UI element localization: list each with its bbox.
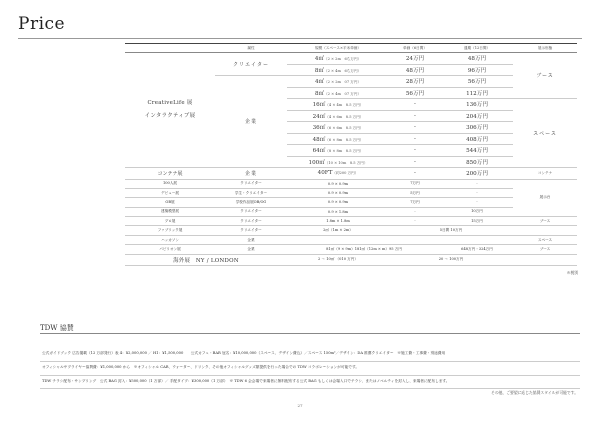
container-attr: 企業 bbox=[215, 168, 287, 180]
tax-note: ※税別 bbox=[566, 270, 578, 275]
full-price: 850万円 bbox=[441, 156, 513, 168]
unit-price: - bbox=[389, 207, 441, 216]
full-price: 10万円 bbox=[441, 207, 513, 216]
corp-size-cell bbox=[287, 156, 389, 168]
size-value: 8㎡ bbox=[314, 67, 324, 74]
overseas-size-cell bbox=[287, 254, 389, 266]
unit-price: 7万円 bbox=[389, 179, 441, 188]
full-price: - bbox=[441, 179, 513, 188]
size-detail: （6 × 6m 8.5 万円） bbox=[325, 126, 364, 131]
small-label: 100人展 bbox=[125, 179, 215, 188]
space-form: スペース bbox=[513, 235, 577, 244]
space-form: スペース bbox=[513, 99, 577, 168]
corp-size-cell bbox=[287, 99, 389, 111]
blank-form bbox=[513, 254, 577, 266]
container-label: コンテナ展 bbox=[125, 168, 215, 180]
size-detail: （010 万円） bbox=[335, 257, 358, 262]
small-label: ハッカソン bbox=[125, 235, 215, 244]
full-price: 15万円 bbox=[441, 217, 513, 226]
tdw-line-supplier: オフィシャルサプライヤー協賛費：¥1,000,000 から ※オフィシャル CAR、ウォーター、ドリンク、その他オフィシャルグッズ類提供を行った場合での TDW コラボレーションが可能です。 bbox=[42, 365, 360, 369]
unit-price: 48万円 bbox=[389, 64, 441, 76]
small-size: 2㎡（1m × 2m） bbox=[287, 226, 389, 235]
size-value: 36㎡ bbox=[312, 125, 326, 132]
unit-price bbox=[389, 235, 441, 244]
small-label: ファブリック展 bbox=[125, 226, 215, 235]
small-attr: クリエイター bbox=[215, 207, 287, 216]
corp-size-cell bbox=[287, 133, 389, 145]
small-attr: クリエイター bbox=[215, 179, 287, 188]
small-size: 0.9 × 0.9m bbox=[287, 188, 389, 197]
small-attr: 企業 bbox=[215, 235, 287, 244]
booth-form: ブース bbox=[513, 53, 577, 99]
unit-price: 56万円 bbox=[389, 87, 441, 99]
size-detail: （2 × 4m 6ち万円） bbox=[324, 68, 362, 73]
full-price: 96万円 bbox=[441, 64, 513, 76]
overseas-label: 海外展 NY / LONDON bbox=[125, 254, 287, 266]
header-size: 規模（スペース×平米単価） bbox=[287, 44, 389, 53]
fabric-price: 5日間 10万円 bbox=[389, 226, 513, 235]
container-form: コンテナ bbox=[513, 168, 577, 180]
header-blank bbox=[125, 44, 215, 53]
size-value: 64㎡ bbox=[312, 148, 326, 155]
small-attr: クリエイター bbox=[215, 217, 287, 226]
container-size-cell bbox=[287, 168, 389, 180]
size-detail: （2 × 2m 6ち万円） bbox=[324, 57, 362, 62]
tdw-divider bbox=[40, 333, 580, 334]
size-detail: （8 × 8m 8.5 万円） bbox=[325, 149, 364, 154]
unit-price: 7万円 bbox=[389, 198, 441, 207]
small-size: 1.8m × 1.8m bbox=[287, 217, 389, 226]
interactive-label: インタラクティブ展 bbox=[144, 113, 196, 119]
full-price: 48万円 bbox=[441, 53, 513, 65]
small-attr: 企業 bbox=[215, 245, 287, 254]
small-label: プロ展 bbox=[125, 217, 215, 226]
small-attr: クリエイター bbox=[215, 226, 287, 235]
unit-price: - bbox=[389, 99, 441, 111]
unit-price: - bbox=[389, 156, 441, 168]
full-price bbox=[441, 235, 513, 244]
title-divider bbox=[18, 38, 582, 39]
size-detail: （2 × 2m 07 万円） bbox=[324, 80, 362, 85]
full-price: 56万円 bbox=[441, 76, 513, 88]
size-value: 100㎡ bbox=[308, 159, 325, 166]
full-price: 408万円 bbox=[441, 133, 513, 145]
size-value: 4㎡ bbox=[314, 56, 324, 63]
corp-size-cell bbox=[287, 87, 389, 99]
small-size: 0.9 × 0.9m bbox=[287, 179, 389, 188]
full-price: 200万円 bbox=[441, 168, 513, 180]
corp-size-cell bbox=[287, 122, 389, 134]
tdw-separator bbox=[40, 375, 580, 376]
size-value: 48㎡ bbox=[312, 136, 326, 143]
small-size bbox=[287, 235, 389, 244]
unit-price: - bbox=[389, 133, 441, 145]
size-detail: （6 × 8m 8.5 万円） bbox=[325, 137, 364, 142]
unit-price: - bbox=[389, 145, 441, 157]
small-label: パビリオン展 bbox=[125, 245, 215, 254]
size-value: 2 ～ 10㎡ bbox=[318, 257, 335, 262]
size-value: 16㎡ bbox=[312, 102, 326, 109]
price-table bbox=[125, 43, 577, 266]
unit-price: - bbox=[389, 122, 441, 134]
unit-price: - bbox=[389, 168, 441, 180]
full-price: 204万円 bbox=[441, 110, 513, 122]
tdw-title: TDW 協賛 bbox=[40, 324, 74, 332]
size-detail: （4 × 4m 8.5 万円） bbox=[325, 103, 364, 108]
size-value: 4㎡ bbox=[314, 79, 325, 86]
unit-price: 28万円 bbox=[389, 76, 441, 88]
full-price: - bbox=[441, 198, 513, 207]
pavilion-size: 81㎡（9 × 9m）181㎡（12m × m）95 万円 bbox=[287, 245, 441, 254]
creator-attr: クリエイター bbox=[215, 53, 287, 76]
small-attr: 学校作品展OB/OG bbox=[215, 198, 287, 207]
size-value: 24㎡ bbox=[312, 113, 326, 120]
small-size: 0.9 × 0.9m bbox=[287, 198, 389, 207]
creator-size-cell bbox=[287, 53, 389, 65]
corp-size-cell bbox=[287, 76, 389, 88]
small-attr: 学生・クリエイター bbox=[215, 188, 287, 197]
page-title: Price bbox=[18, 14, 66, 34]
tdw-line-guidebook: 公式ガイドブック 広告掲載（12 万部発行）表 4：¥2,000,000 ／ H1：¥1,500,000 公式カフェ・BAR 冠名：¥10,000,000（スペース、デザイン費込）／スペース 150m²／デザイン：DA 推薦クリエイター ※施工費・工事費・別途費用 bbox=[42, 351, 446, 355]
small-size: 0.9 × 1.8m bbox=[287, 207, 389, 216]
pavilion-form: ブース bbox=[513, 245, 577, 254]
creativelife-category bbox=[125, 53, 215, 168]
unit-price: - bbox=[389, 110, 441, 122]
unit-price: - bbox=[389, 217, 441, 226]
overseas-price: 20 ～ 100万円 bbox=[389, 254, 513, 266]
size-value: 40FT bbox=[317, 170, 333, 177]
booth-form: ブース bbox=[513, 217, 577, 226]
full-price: 306万円 bbox=[441, 122, 513, 134]
header-full: 通期（12日間） bbox=[441, 44, 513, 53]
full-price: 648万円・324万円 bbox=[441, 245, 513, 254]
small-label: デビュー展 bbox=[125, 188, 215, 197]
tdw-line-flyer: TDW チラシ配布・サンプリング 公式 BAG 封入：¥500,000（1 万部）／ 手配タイプ：¥300,000（1 万部） ※ TDW 6 会会場で来場者に無料配布する公式 BAG もしくは会場入口でチラシ、またはノベルティを封入し、来場者に配布します。 bbox=[42, 379, 450, 383]
unit-price: 24万円 bbox=[389, 53, 441, 65]
creator-size-cell bbox=[287, 64, 389, 76]
unit-price: 5万円 bbox=[389, 188, 441, 197]
header-attr: 属性 bbox=[215, 44, 287, 53]
tdw-separator bbox=[40, 361, 580, 362]
full-price: - bbox=[441, 188, 513, 197]
tdw-footnote: その他、ご要望に応じた協賛スタイルが可能です。 bbox=[491, 390, 578, 395]
full-price: 112万円 bbox=[441, 87, 513, 99]
corp-size-cell bbox=[287, 145, 389, 157]
full-price: 136万円 bbox=[441, 99, 513, 111]
small-label: 建築模型展 bbox=[125, 207, 215, 216]
blank-form bbox=[513, 226, 577, 235]
corp-attr: 企業 bbox=[215, 76, 287, 168]
size-detail: （4 × 6m 8.5 万円） bbox=[325, 114, 364, 119]
size-value: 8㎡ bbox=[314, 90, 325, 97]
full-price: 544万円 bbox=[441, 145, 513, 157]
header-unit: 単価（6日間） bbox=[389, 44, 441, 53]
page-number: 27 bbox=[297, 403, 303, 408]
header-form: 展示形態 bbox=[513, 44, 577, 53]
tdw-separator bbox=[40, 388, 580, 389]
wall-form: 展示台 bbox=[513, 179, 577, 217]
corp-size-cell bbox=[287, 110, 389, 122]
size-detail: （2 × 4m 07 万円） bbox=[324, 91, 362, 96]
size-detail: （約200 万円） bbox=[332, 171, 359, 176]
size-detail: （10 × 10m 8.5 万円） bbox=[324, 160, 368, 165]
small-label: OB展 bbox=[125, 198, 215, 207]
creativelife-label: CreativeLife 展 bbox=[147, 100, 193, 106]
